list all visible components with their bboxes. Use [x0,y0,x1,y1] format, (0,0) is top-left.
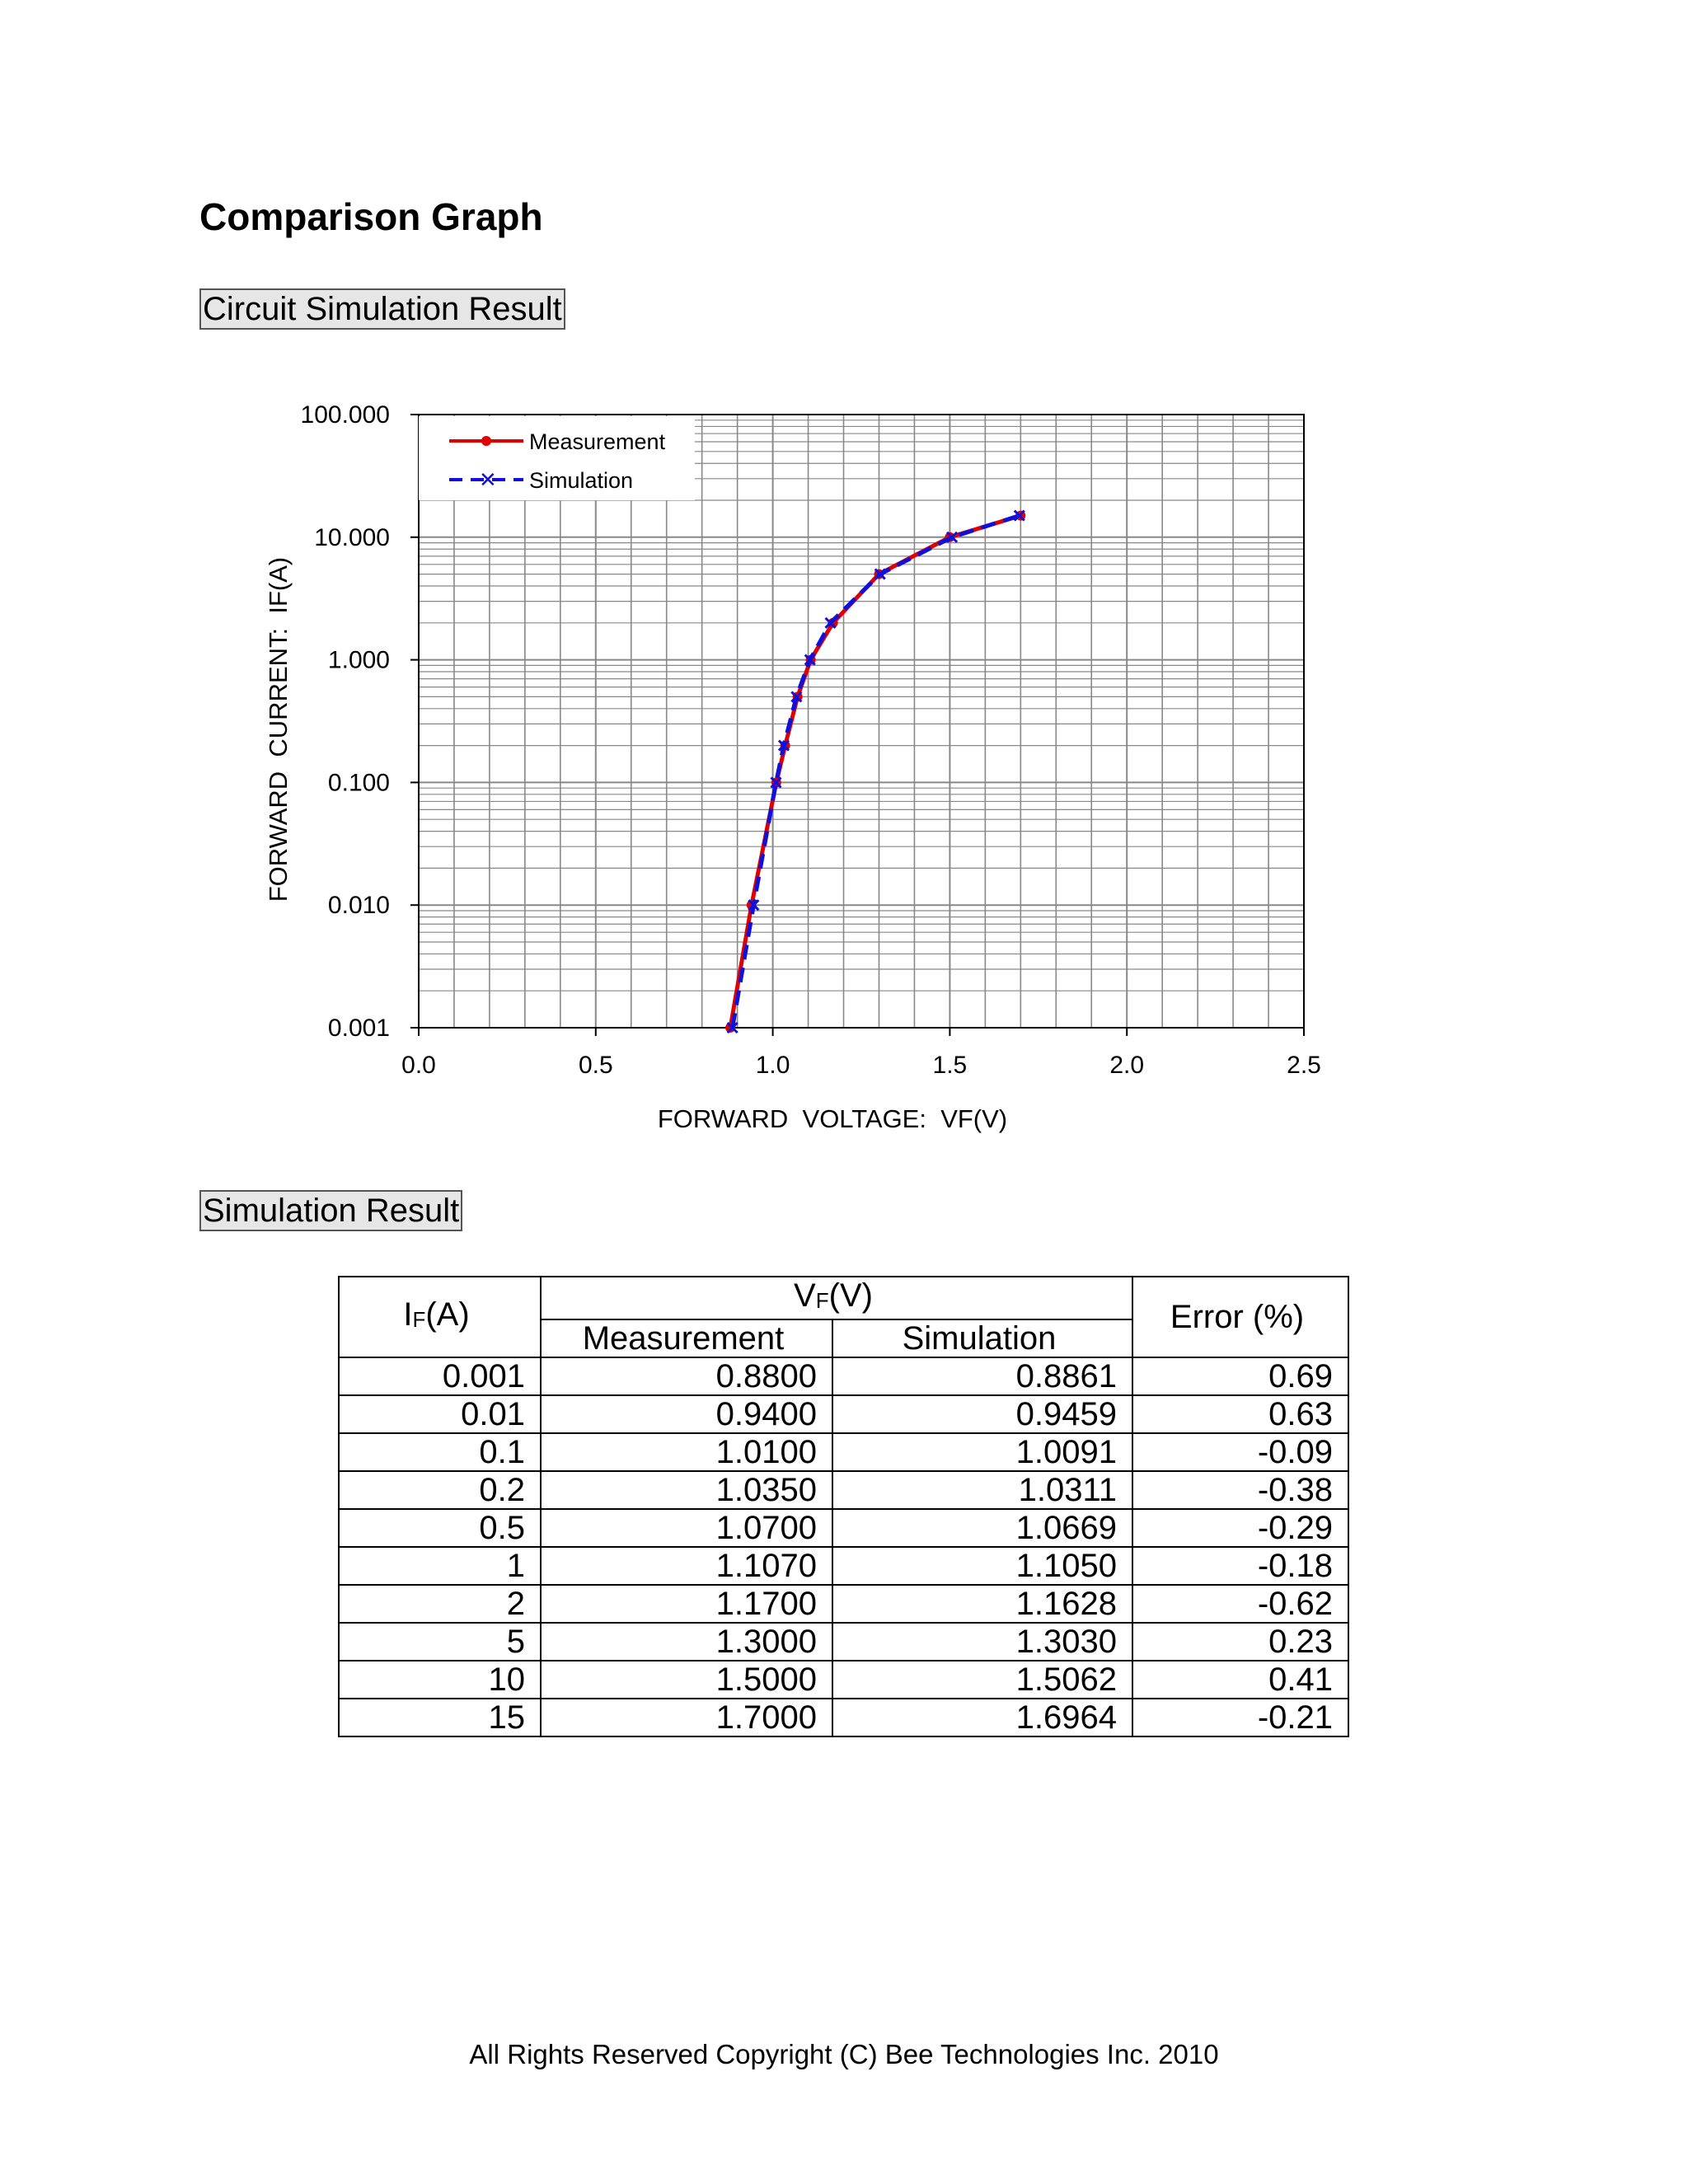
x-tick-label: 1.5 [932,1052,968,1079]
legend-measurement-marker [481,436,491,446]
cell-if: 10 [339,1661,541,1699]
x-tick-label: 2.0 [1109,1052,1145,1079]
y-tick-label: 10.000 [314,523,390,551]
cell-vf-simulation: 1.0669 [832,1509,1132,1547]
cell-error: 0.41 [1132,1661,1348,1699]
y-tick-label: 0.001 [327,1015,390,1042]
page-title: Comparison Graph [199,195,543,238]
cell-vf-simulation: 1.0091 [832,1433,1132,1471]
table-row [339,1471,1348,1509]
iv-comparison-chart [0,379,1688,1170]
cell-if: 5 [339,1623,541,1661]
footer-copyright: All Rights Reserved Copyright (C) Bee Technologies Inc. 2010 [469,2039,1219,2069]
cell-vf-simulation: 1.5062 [832,1661,1132,1699]
table-header-row [339,1277,1348,1319]
cell-error: 0.23 [1132,1623,1348,1661]
cell-error: -0.38 [1132,1471,1348,1509]
legend-simulation-label: Simulation [529,468,634,493]
table-row [339,1509,1348,1547]
cell-if: 0.001 [339,1357,541,1395]
cell-error: 0.69 [1132,1357,1348,1395]
table-row [339,1699,1348,1736]
cell-vf-simulation: 0.9459 [832,1395,1132,1433]
table-row [339,1547,1348,1585]
simulation-series-line [733,516,1020,1028]
cell-vf-measurement: 0.9400 [541,1395,832,1433]
cell-vf-measurement: 1.3000 [541,1623,832,1661]
cell-vf-measurement: 1.0700 [541,1509,832,1547]
table-row [339,1623,1348,1661]
y-tick-label: 0.010 [327,892,390,920]
table-row [339,1357,1348,1395]
y-tick-label: 0.100 [327,769,390,797]
cell-if: 0.2 [339,1471,541,1509]
x-tick-label: 0.5 [578,1052,613,1079]
cell-if: 2 [339,1585,541,1623]
cell-vf-measurement: 1.1070 [541,1547,832,1585]
cell-vf-simulation: 0.8861 [832,1357,1132,1395]
cell-vf-measurement: 1.1700 [541,1585,832,1623]
cell-error: -0.62 [1132,1585,1348,1623]
measurement-series-line [730,516,1020,1028]
cell-if: 0.1 [339,1433,541,1471]
table-row [339,1395,1348,1433]
header-measurement: Measurement [541,1319,832,1357]
cell-vf-simulation: 1.1050 [832,1547,1132,1585]
cell-vf-simulation: 1.0311 [832,1471,1132,1509]
chart-legend [419,416,695,500]
cell-vf-measurement: 1.5000 [541,1661,832,1699]
legend-measurement-label: Measurement [529,429,666,454]
header-vf: $V_F(V)$ [541,1277,1132,1319]
y-axis-label: FORWARD CURRENT: IF(A) [264,556,293,902]
header-if: $I_F(A)$ [339,1277,541,1357]
cell-vf-measurement: 1.0100 [541,1433,832,1471]
simulation-result-table [338,1276,1349,1737]
cell-error: -0.18 [1132,1547,1348,1585]
cell-vf-simulation: 1.3030 [832,1623,1132,1661]
cell-vf-measurement: 0.8800 [541,1357,832,1395]
cell-vf-simulation: 1.1628 [832,1585,1132,1623]
header-error: Error (%) [1132,1277,1348,1357]
x-tick-label: 1.0 [755,1052,790,1079]
chart-grid [419,415,1304,1028]
cell-error: -0.21 [1132,1699,1348,1736]
section-label-circuit: Circuit Simulation Result [199,288,565,330]
plot-frame [419,415,1304,1028]
table-row [339,1433,1348,1471]
cell-vf-measurement: 1.0350 [541,1471,832,1509]
cell-error: 0.63 [1132,1395,1348,1433]
cell-if: 0.5 [339,1509,541,1547]
section-label-simulation: Simulation Result [199,1190,462,1231]
x-tick-label: 0.0 [401,1052,436,1079]
x-axis-label: FORWARD VOLTAGE: VF(V) [657,1104,1008,1133]
x-tick-label: 2.5 [1287,1052,1321,1079]
cell-if: 1 [339,1547,541,1585]
header-simulation: Simulation [832,1319,1132,1357]
cell-if: 15 [339,1699,541,1736]
y-tick-label: 100.000 [300,401,390,429]
cell-if: 0.01 [339,1395,541,1433]
table-row [339,1661,1348,1699]
cell-error: -0.29 [1132,1509,1348,1547]
y-tick-label: 1.000 [327,646,390,674]
table-row [339,1585,1348,1623]
legend-simulation-marker: ✕ [479,468,497,493]
cell-vf-simulation: 1.6964 [832,1699,1132,1736]
cell-vf-measurement: 1.7000 [541,1699,832,1736]
cell-error: -0.09 [1132,1433,1348,1471]
